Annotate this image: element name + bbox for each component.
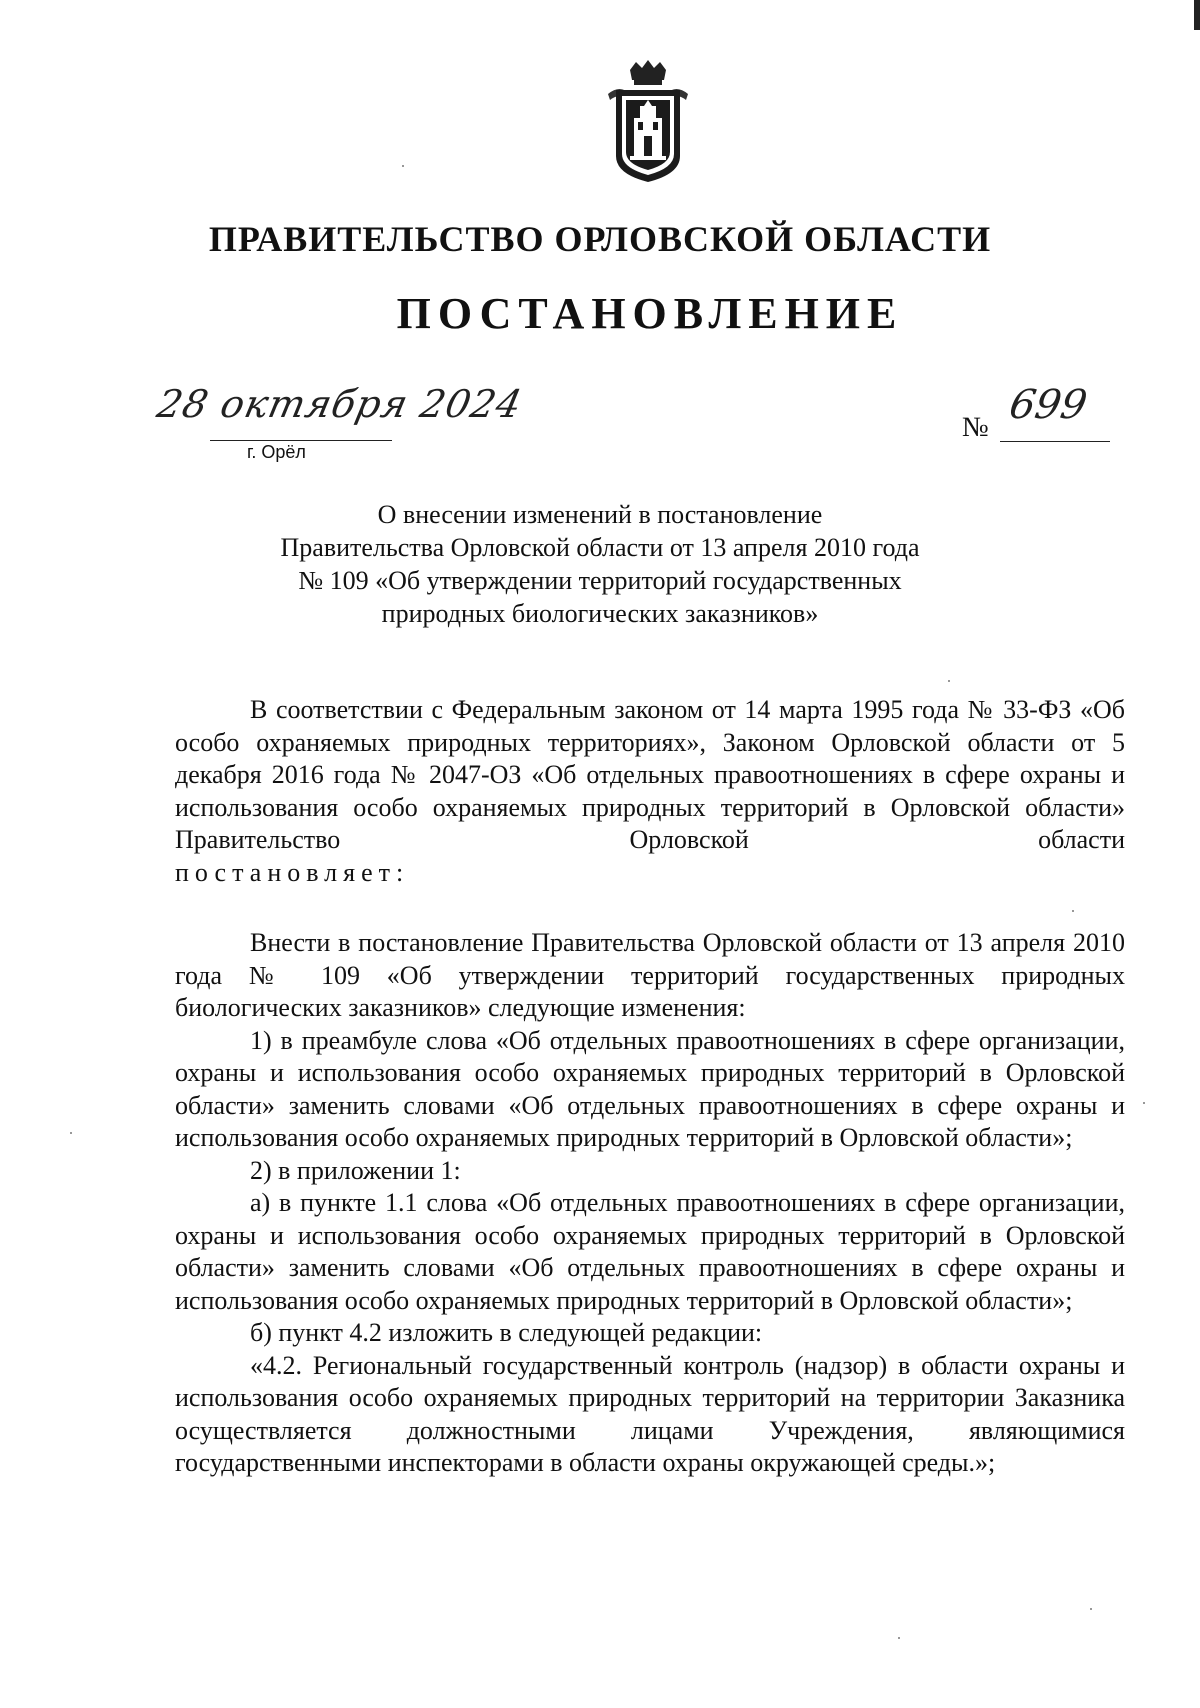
subject-line: природных биологических заказников» [381,599,819,628]
government-title: ПРАВИТЕЛЬСТВО ОРЛОВСКОЙ ОБЛАСТИ [208,219,992,259]
document-type-title: ПОСТАНОВЛЕНИЕ [396,289,904,338]
scan-speck [1143,1102,1145,1104]
document-body [175,694,1125,1480]
scan-speck [402,165,404,167]
subject-line: Правительства Орловской области от 13 апреля 2010 года [280,533,920,562]
document-subject [250,498,950,630]
intro-paragraph: Внести в постановление Правительства Орловской области от 13 апреля 2010 года № 109 «Об утверждении территорий государственных природных биологических заказников» следующие изменения: [175,928,1125,1022]
number-sign: № [962,412,989,443]
scan-speck [1090,1608,1092,1610]
coat-of-arms-emblem [600,60,696,186]
amendment-item-2b: б) пункт 4.2 изложить в следующей редакции: [250,1318,763,1347]
decree-word: постановляет: [175,857,410,887]
scan-speck [948,680,950,682]
amendment-item-2b-text: «4.2. Региональный государственный контроль (надзор) в области охраны и использования особо охраняемых природных территорий на территории Заказника осуществляется должностными лицами Учреждения, являющимися государственными инспекторами в области охраны окружающей среды.»; [175,1350,1125,1477]
scan-speck [898,1637,900,1639]
city-label: г. Орёл [247,442,306,462]
number-underline [1000,441,1110,442]
handwritten-number: 699 [1005,382,1091,428]
amendment-item-2a: а) в пункте 1.1 слова «Об отдельных правоотношениях в сфере организации, охраны и использования особо охраняемых природных территорий в Орловской области» заменить словами «Об отдельных правоотношениях в сфере охраны и использования особо охраняемых природных территорий в Орловской области»; [175,1188,1125,1315]
amendment-item-1: 1) в преамбуле слова «Об отдельных правоотношениях в сфере организации, охраны и использования особо охраняемых природных территорий в Орловской области» заменить словами «Об отдельных правоотношениях в сфере охраны и использования особо охраняемых природных территорий в Орловской области»; [175,1025,1125,1152]
scan-speck [70,1132,72,1134]
preamble-paragraph: В соответствии с Федеральным законом от 14 марта 1995 года № 33-ФЗ «Об особо охраняемых природных территориях», Законом Орловской области от 5 декабря 2016 года № 2047-ОЗ «Об отдельных правоотношениях в сфере охраны и использования особо охраняемых природных территорий в Орловской области» Правительство Орловской области [175,695,1125,854]
amendment-item-2: 2) в приложении 1: [250,1155,461,1185]
scan-edge-mark [1194,0,1200,30]
handwritten-date: 28 октября 2024 [153,382,527,426]
subject-line: О внесении изменений в постановление [377,500,823,529]
subject-line: № 109 «Об утверждении территорий государственных [298,566,902,595]
scan-speck [1072,910,1074,912]
date-underline [210,440,392,441]
